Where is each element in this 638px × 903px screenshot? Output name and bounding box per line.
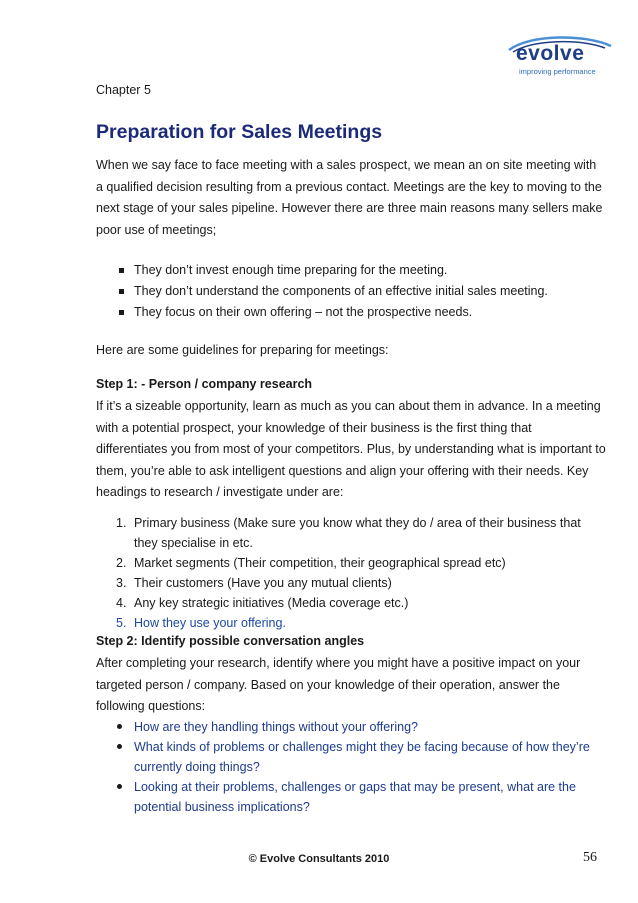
item-number: 3. (116, 576, 127, 590)
item-text: Their customers (Have you any mutual clients) (134, 576, 392, 590)
item-text: Primary business (Make sure you know what they do / area of their business that they specialise in etc. (134, 516, 581, 550)
reason-text: They focus on their own offering – not the prospective needs. (134, 305, 473, 319)
footer-copyright: © Evolve Consultants 2010 (248, 853, 390, 865)
reason-text: They don’t understand the components of an effective initial sales meeting. (134, 284, 548, 298)
page-number: 56 (583, 850, 597, 865)
square-bullet-icon (119, 310, 124, 315)
list-item (96, 613, 606, 633)
round-bullet-icon (117, 724, 122, 729)
item-text: How they use your offering. (134, 616, 286, 630)
step1-heading: Step 1: - Person / company research (96, 377, 313, 391)
round-bullet-icon (117, 784, 122, 789)
item-number: 4. (116, 596, 127, 610)
list-item (96, 513, 606, 553)
list-item (96, 737, 606, 777)
square-bullet-icon (119, 268, 124, 273)
logo-tagline: improving performance (519, 67, 596, 76)
step2-heading: Step 2: Identify possible conversation angles (96, 634, 365, 648)
question-text: What kinds of problems or challenges might they be facing because of how they’re currently doing things? (134, 740, 590, 774)
square-bullet-icon (119, 289, 124, 294)
item-number: 2. (116, 556, 127, 570)
evolve-logo (505, 36, 615, 84)
round-bullet-icon (117, 744, 122, 749)
list-item (96, 573, 606, 593)
reason-text: They don’t invest enough time preparing for the meeting. (134, 263, 448, 277)
step2-paragraph: After completing your research, identify where you might have a positive impact on your targeted person / company. Based on your knowledge of their operation, answer the following questions: (96, 656, 581, 713)
logo-word: evolve (516, 42, 585, 65)
item-number: 1. (116, 516, 127, 530)
list-item (96, 281, 606, 302)
questions-list (96, 717, 606, 817)
intro-paragraph: When we say face to face meeting with a sales prospect, we mean an on site meeting with a qualified decision resulting from a previous contact. Meetings are the key to moving to the next stage of your sales pipeline. However there are three main reasons many sellers make poor use of meetings; (96, 158, 603, 237)
question-text: Looking at their problems, challenges or gaps that may be present, what are the potential business implications? (134, 780, 576, 814)
list-item (96, 777, 606, 817)
item-text: Market segments (Their competition, their geographical spread etc) (134, 556, 506, 570)
page-title: Preparation for Sales Meetings (96, 121, 383, 143)
reasons-list (96, 260, 606, 323)
chapter-label: Chapter 5 (96, 83, 151, 97)
list-item (96, 593, 606, 613)
list-item (96, 260, 606, 281)
list-item (96, 302, 606, 323)
list-item (96, 717, 606, 737)
step1-paragraph: If it’s a sizeable opportunity, learn as much as you can about them in advance. In a meeting with a potential prospect, your knowledge of their business is the first thing that differentiates you from most of your competitors. Plus, by understanding what is important to them, you’re able to ask intelligent questions and align your offering with their needs. Key headings to research / investigate under are: (96, 399, 606, 499)
list-item (96, 553, 606, 573)
guidelines-intro: Here are some guidelines for preparing for meetings: (96, 343, 389, 357)
question-text: How are they handling things without your offering? (134, 720, 418, 734)
item-text: Any key strategic initiatives (Media coverage etc.) (134, 596, 409, 610)
research-list (96, 513, 606, 633)
item-number: 5. (116, 616, 127, 630)
